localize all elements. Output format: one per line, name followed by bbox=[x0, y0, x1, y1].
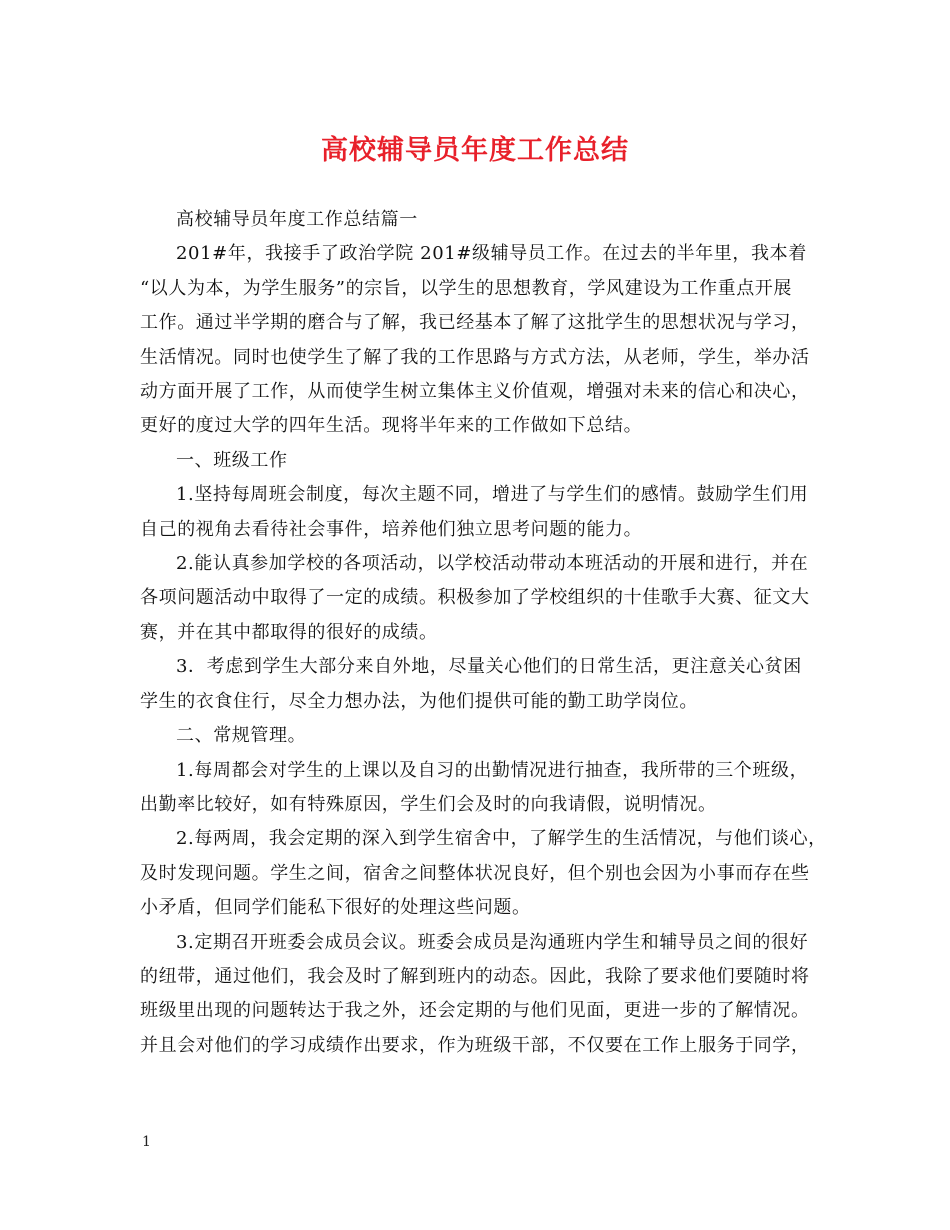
text-line: 的纽带，通过他们，我会及时了解到班内的动态。因此，我除了要求他们要随时将 bbox=[140, 965, 810, 987]
text-line: 自己的视角去看待社会事件，培养他们独立思考问题的能力。 bbox=[140, 518, 643, 540]
text-line: 出勤率比较好，如有特殊原因，学生们会及时的向我请假，说明情况。 bbox=[140, 793, 717, 815]
page-number: 1 bbox=[142, 1134, 151, 1150]
document-body bbox=[140, 203, 827, 1063]
text-line: 赛，并在其中都取得的很好的成绩。 bbox=[140, 621, 438, 643]
text-line: 2.能认真参加学校的各项活动，以学校活动带动本班活动的开展和进行，并在 bbox=[176, 553, 809, 575]
text-line: 一、班级工作 bbox=[176, 449, 288, 471]
text-line: 3．考虑到学生大部分来自外地，尽量关心他们的日常生活，更注意关心贫困 bbox=[176, 656, 802, 678]
text-line: 1.每周都会对学生的上课以及自习的出勤情况进行抽查，我所带的三个班级， bbox=[176, 759, 809, 781]
text-line: 更好的度过大学的四年生活。现将半年来的工作做如下总结。 bbox=[140, 415, 643, 437]
text-line: 高校辅导员年度工作总结篇一 bbox=[176, 209, 418, 230]
text-line: 1.坚持每周班会制度，每次主题不同，增进了与学生们的感情。鼓励学生们用 bbox=[176, 484, 809, 506]
document-title: 高校辅导员年度工作总结 bbox=[321, 135, 629, 166]
text-line: 各项问题活动中取得了一定的成绩。积极参加了学校组织的十佳歌手大赛、征文大 bbox=[140, 587, 810, 609]
text-line: 小矛盾，但同学们能私下很好的处理这些问题。 bbox=[140, 897, 531, 919]
text-line: 2.每两周，我会定期的深入到学生宿舍中，了解学生的生活情况，与他们谈心， bbox=[176, 828, 827, 850]
text-line: 二、常规管理。 bbox=[176, 725, 307, 747]
text-line: “以人为本，为学生服务”的宗旨，以学生的思想教育，学风建设为工作重点开展 bbox=[140, 277, 793, 299]
text-line: 动方面开展了工作，从而使学生树立集体主义价值观，增强对未来的信心和决心， bbox=[140, 381, 810, 403]
text-line: 并且会对他们的学习成绩作出要求，作为班级干部，不仅要在工作上服务于同学， bbox=[140, 1034, 810, 1056]
text-line: 201#年，我接手了政治学院 201#级辅导员工作。在过去的半年里，我本着 bbox=[176, 243, 807, 265]
text-line: 班级里出现的问题转达于我之外，还会定期的与他们见面，更进一步的了解情况。 bbox=[140, 1000, 810, 1022]
text-line: 工作。通过半学期的磨合与了解，我已经基本了解了这批学生的思想状况与学习， bbox=[140, 312, 810, 334]
text-line: 学生的衣食住行，尽全力想办法，为他们提供可能的勤工助学岗位。 bbox=[140, 690, 698, 712]
text-line: 3.定期召开班委会成员会议。班委会成员是沟通班内学生和辅导员之间的很好 bbox=[176, 931, 809, 953]
text-line: 及时发现问题。学生之间，宿舍之间整体状况良好，但个别也会因为小事而存在些 bbox=[140, 862, 810, 884]
text-line: 生活情况。同时也使学生了解了我的工作思路与方式方法，从老师，学生，举办活 bbox=[140, 346, 810, 368]
